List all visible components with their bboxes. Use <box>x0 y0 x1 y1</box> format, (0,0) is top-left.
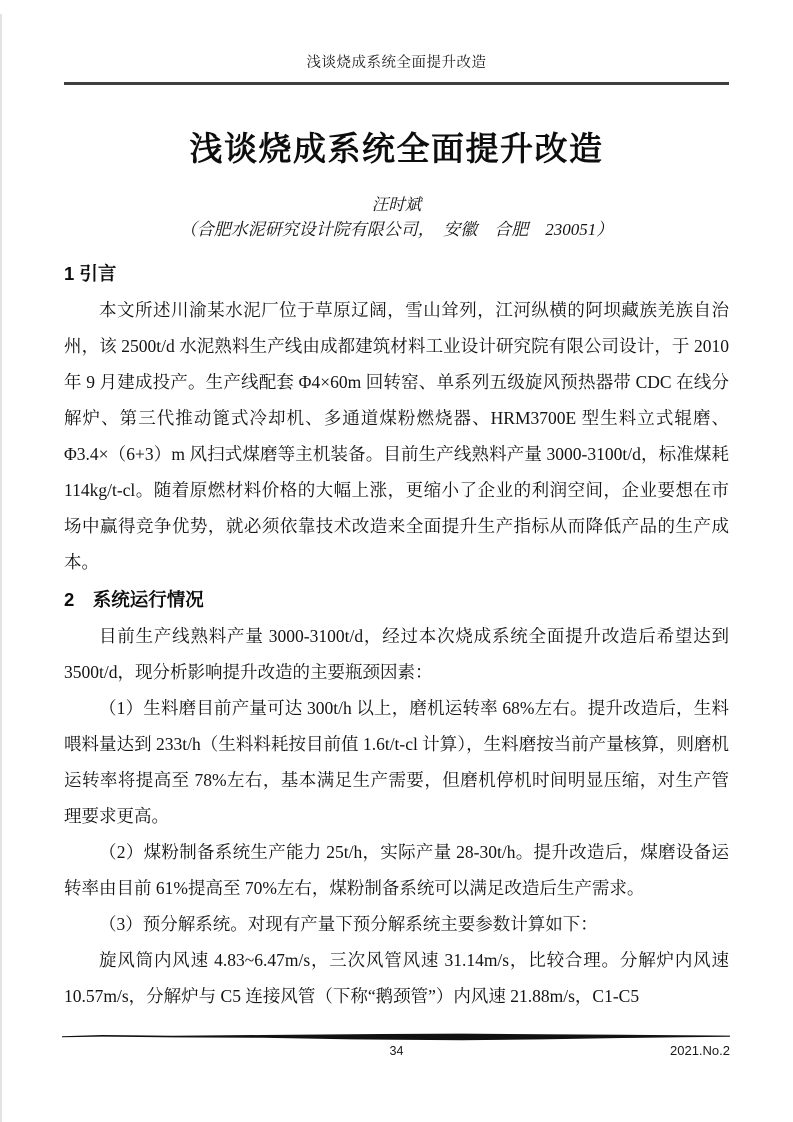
section-heading-2: 2 系统运行情况 <box>64 589 204 610</box>
header-rule <box>64 82 729 85</box>
paragraph: （3）预分解系统。对现有产量下预分解系统主要参数计算如下： <box>99 914 598 934</box>
paragraph: （2）煤粉制备系统生产能力 25t/h，实际产量 28-30t/h。提升改造后，煤磨设备运转率由目前 61%提高至 70%左右，煤粉制备系统可以满足改造后生产需求。 <box>64 842 729 898</box>
author-name: 汪时斌 <box>371 195 422 214</box>
author-affiliation: （合肥水泥研究设计院有限公司， 安徽 合肥 230051） <box>179 220 614 239</box>
article-title: 浅谈烧成系统全面提升改造 <box>189 130 604 167</box>
issue-number: 2021.No.2 <box>670 1043 730 1058</box>
paragraph: 旋风筒内风速 4.83~6.47m/s，三次风管风速 31.14m/s，比较合理。分解炉内风速 10.57m/s，分解炉与 C5 连接风管（下称“鹅颈管”）内风速 21.88m/s，C1-C5 <box>64 950 729 1006</box>
paragraph: 目前生产线熟料产量 3000-3100t/d，经过本次烧成系统全面提升改造后希望达到 3500t/d，现分析影响提升改造的主要瓶颈因素： <box>64 626 729 682</box>
article-body <box>64 256 729 1014</box>
section-heading-1: 1 引言 <box>64 263 117 284</box>
paragraph: 本文所述川渝某水泥厂位于草原辽阔，雪山耸列，江河纵横的阿坝藏族羌族自治州，该 2500t/d 水泥熟料生产线由成都建筑材料工业设计研究院有限公司设计，于 2010 年 9 月建成投产。生产线配套 Φ4×60m 回转窑、单系列五级旋风预热器带 CDC 在线分解炉、第三代推动篦式冷却机、多通道煤粉燃烧器、HRM3700E 型生料立式辊磨、Φ3.4×（6+3）m 风扫式煤磨等主机装备。目前生产线熟料产量 3000-3100t/d，标准煤耗 114kg/t-cl。随着原燃材料价格的大幅上涨，更缩小了企业的利润空间，企业要想在市场中赢得竞争优势，就必须依靠技术改造来全面提升生产指标从而降低产品的生产成本。 <box>64 300 729 572</box>
page-left-edge <box>0 14 2 1122</box>
running-header: 浅谈烧成系统全面提升改造 <box>306 55 487 71</box>
footer-decorative-rule <box>62 1032 730 1042</box>
paragraph: （1）生料磨目前产量可达 300t/h 以上，磨机运转率 68%左右。提升改造后，生料喂料量达到 233t/h（生料料耗按目前值 1.6t/t-cl 计算），生料磨按当前产量核算，则磨机运转率将提高至 78%左右，基本满足生产需要，但磨机停机时间明显压缩，对生产管理要求更高。 <box>64 698 729 826</box>
page-number: 34 <box>389 1044 404 1058</box>
